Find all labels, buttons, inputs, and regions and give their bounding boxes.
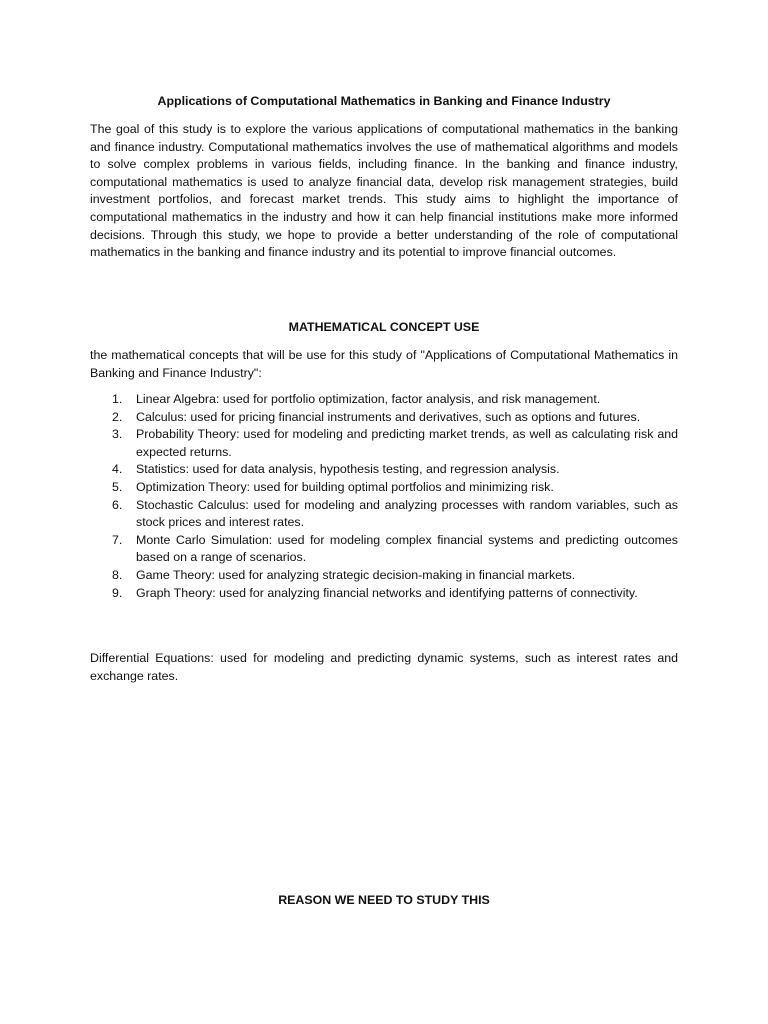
list-item-text: Game Theory: used for analyzing strategic decision-making in financial markets. [136, 567, 576, 582]
list-item-text: Linear Algebra: used for portfolio optimization, factor analysis, and risk management. [136, 392, 601, 406]
concepts-list [90, 391, 678, 602]
list-item [90, 409, 678, 427]
list-item-text: Statistics: used for data analysis, hypothesis testing, and regression analysis. [136, 462, 560, 477]
list-item [90, 391, 678, 409]
list-item-number: 9. [112, 585, 123, 600]
concepts-heading: MATHEMATICAL CONCEPT USE [288, 320, 480, 334]
list-item-number: 3. [112, 427, 123, 442]
document-title: Applications of Computational Mathematics in Banking and Finance Industry [157, 94, 611, 108]
list-item-number: 7. [112, 532, 123, 547]
list-item-text: Optimization Theory: used for building optimal portfolios and minimizing risk. [136, 479, 554, 494]
concepts-lead-paragraph: the mathematical concepts that will be use for this study of "Applications of Computational Mathematics in Banking and Finance Industry": [90, 348, 678, 380]
list-item-text: Monte Carlo Simulation: used for modeling complex financial systems and predicting outcomes based on a range of scenarios. [136, 532, 678, 565]
list-item-number: 5. [112, 479, 123, 494]
list-item-number: 1. [112, 392, 123, 406]
list-item [90, 461, 678, 479]
list-item [90, 532, 678, 567]
concepts-outro-paragraph: Differential Equations: used for modeling and predicting dynamic systems, such as interest rates and exchange rates. [90, 651, 678, 683]
list-item [90, 585, 678, 603]
list-item-text: Calculus: used for pricing financial instruments and derivatives, such as options and futures. [136, 409, 641, 424]
reason-heading: REASON WE NEED TO STUDY THIS [278, 893, 490, 907]
list-item-text: Graph Theory: used for analyzing financial networks and identifying patterns of connectivity. [136, 585, 638, 600]
list-item-number: 2. [112, 409, 123, 424]
list-item [90, 497, 678, 532]
list-item-text: Probability Theory: used for modeling and predicting market trends, as well as calculating risk and expected returns. [136, 427, 678, 459]
list-item-number: 8. [112, 567, 123, 582]
list-item [90, 426, 678, 461]
intro-paragraph: The goal of this study is to explore the various applications of computational mathematics in the banking and finance industry. Computational mathematics involves the use of mathematical algorithms and models to solve complex problems in various fields, including finance. In the banking and finance industry, computational mathematics is used to analyze financial data, develop risk management strategies, build investment portfolios, and forecast market trends. This study aims to highlight the importance of computational mathematics in the industry and how it can help financial institutions make more informed decisions. Through this study, we hope to provide a better understanding of the role of computational mathematics in the banking and finance industry and its potential to improve financial outcomes. [90, 122, 678, 260]
list-item [90, 567, 678, 585]
list-item-text: Stochastic Calculus: used for modeling and analyzing processes with random variables, such as stock prices and interest rates. [136, 497, 678, 530]
list-item [90, 479, 678, 497]
list-item-number: 6. [112, 497, 123, 512]
list-item-number: 4. [112, 462, 123, 477]
